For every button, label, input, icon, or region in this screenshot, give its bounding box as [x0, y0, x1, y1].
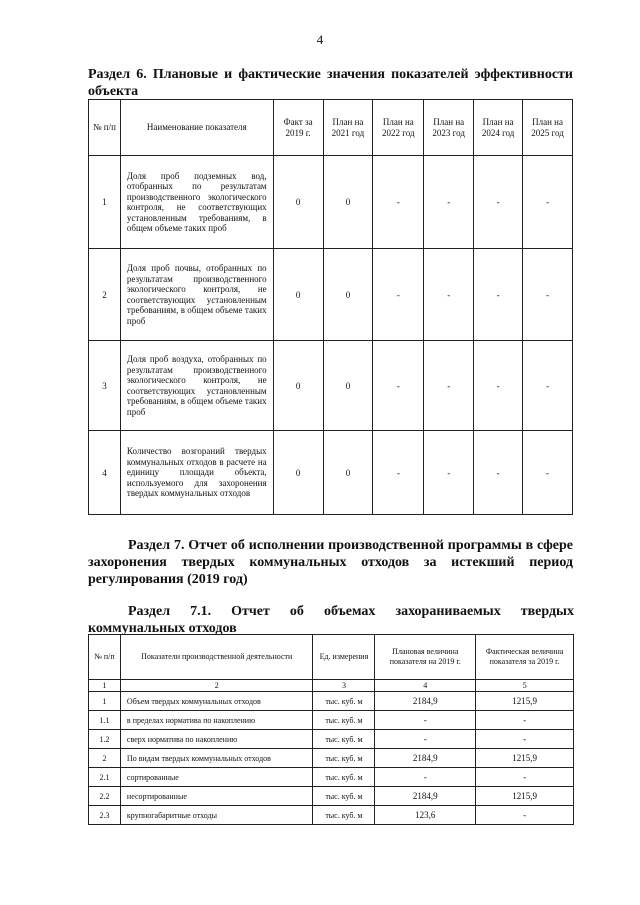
- indicator-name: Доля проб почвы, отобранных по результатам производственного экологического контроля, не соответствующих установленным требованиям, в общем объеме таких проб: [120, 249, 273, 341]
- table-row: [89, 341, 573, 431]
- row-number: 1: [89, 692, 121, 711]
- fact-value: 1215,9: [476, 692, 574, 711]
- value-cell: 0: [273, 431, 323, 515]
- value-cell: -: [474, 431, 523, 515]
- waste-volume-table: [88, 634, 574, 825]
- unit-cell: тыс. куб. м: [313, 692, 375, 711]
- header-cell: План на 2024 год: [474, 100, 523, 156]
- table-row: [89, 692, 574, 711]
- value-cell: -: [523, 156, 573, 249]
- section-6-title: Раздел 6. Плановые и фактические значения показателей эффективности объекта: [88, 67, 573, 99]
- value-cell: -: [424, 341, 474, 431]
- header-cell: Факт за 2019 г.: [273, 100, 323, 156]
- row-number: 1.2: [89, 730, 121, 749]
- column-number: 3: [313, 680, 375, 692]
- indicator-name: Доля проб подземных вод, отобранных по результатам производственного экологического контроля, не соответствующих установленным требованиям, в общем объеме таких проб: [120, 156, 273, 249]
- unit-cell: тыс. куб. м: [313, 806, 375, 825]
- header-cell: № п/п: [89, 100, 121, 156]
- header-cell: План на 2023 год: [424, 100, 474, 156]
- table-header-row: [89, 100, 573, 156]
- table-header-row: [89, 635, 574, 680]
- table-row: [89, 806, 574, 825]
- fact-value: -: [476, 806, 574, 825]
- table-row: [89, 156, 573, 249]
- page-number: 4: [316, 32, 324, 47]
- row-number: 1: [89, 156, 121, 249]
- indicator-name: Количество возгораний твердых коммунальных отходов в расчете на единицу площади объекта, используемого для захоронения твердых коммунальных отходов: [120, 431, 273, 515]
- indicator-name: сортированные: [120, 768, 313, 787]
- fact-value: 1215,9: [476, 749, 574, 768]
- header-cell: Наименование показателя: [120, 100, 273, 156]
- column-number: 1: [89, 680, 121, 692]
- value-cell: -: [474, 156, 523, 249]
- fact-value: -: [476, 768, 574, 787]
- table-row: [89, 787, 574, 806]
- plan-value: 2184,9: [375, 787, 476, 806]
- value-cell: 0: [323, 341, 373, 431]
- table-row: [89, 711, 574, 730]
- header-cell: Плановая величина показателя на 2019 г.: [375, 635, 476, 680]
- unit-cell: тыс. куб. м: [313, 787, 375, 806]
- plan-value: 2184,9: [375, 692, 476, 711]
- value-cell: -: [523, 341, 573, 431]
- row-number: 2: [89, 249, 121, 341]
- plan-value: -: [375, 768, 476, 787]
- row-number: 2.3: [89, 806, 121, 825]
- unit-cell: тыс. куб. м: [313, 768, 375, 787]
- indicator-name: Объем твердых коммунальных отходов: [120, 692, 313, 711]
- value-cell: -: [424, 156, 474, 249]
- unit-cell: тыс. куб. м: [313, 711, 375, 730]
- row-number: 2.2: [89, 787, 121, 806]
- fact-value: -: [476, 711, 574, 730]
- value-cell: -: [373, 341, 424, 431]
- row-number: 3: [89, 341, 121, 431]
- row-number: 4: [89, 431, 121, 515]
- header-cell: План на 2021 год: [323, 100, 373, 156]
- value-cell: -: [523, 249, 573, 341]
- value-cell: 0: [323, 431, 373, 515]
- header-cell: План на 2025 год: [523, 100, 573, 156]
- column-number: 4: [375, 680, 476, 692]
- section-7-1-title: Раздел 7.1. Отчет об объемах захораниваемых твердых коммунальных отходов: [88, 604, 574, 636]
- header-cell: Ед. измерения: [313, 635, 375, 680]
- indicator-name: в пределах норматива по накоплению: [120, 711, 313, 730]
- column-number-row: [89, 680, 574, 692]
- column-number: 2: [120, 680, 313, 692]
- indicator-name: несортированные: [120, 787, 313, 806]
- value-cell: 0: [273, 341, 323, 431]
- table-row: [89, 768, 574, 787]
- value-cell: -: [424, 431, 474, 515]
- row-number: 1.1: [89, 711, 121, 730]
- indicator-name: Доля проб воздуха, отобранных по результатам производственного экологического контроля, не соответствующих установленным требованиям, в общем объеме таких проб: [120, 341, 273, 431]
- header-cell: Показатели производственной деятельности: [120, 635, 313, 680]
- indicator-name: По видам твердых коммунальных отходов: [120, 749, 313, 768]
- value-cell: 0: [323, 249, 373, 341]
- table-row: [89, 431, 573, 515]
- table-row: [89, 249, 573, 341]
- column-number: 5: [476, 680, 574, 692]
- unit-cell: тыс. куб. м: [313, 730, 375, 749]
- value-cell: -: [474, 341, 523, 431]
- plan-value: -: [375, 711, 476, 730]
- fact-value: 1215,9: [476, 787, 574, 806]
- plan-value: 123,6: [375, 806, 476, 825]
- value-cell: -: [474, 249, 523, 341]
- fact-value: -: [476, 730, 574, 749]
- value-cell: -: [373, 431, 424, 515]
- section-7-title: Раздел 7. Отчет об исполнении производственной программы в сфере захоронения твердых коммунальных отходов за истекший период регулирования (2019 год): [88, 538, 573, 587]
- table-row: [89, 749, 574, 768]
- table-row: [89, 730, 574, 749]
- row-number: 2: [89, 749, 121, 768]
- plan-value: -: [375, 730, 476, 749]
- header-cell: План на 2022 год: [373, 100, 424, 156]
- plan-value: 2184,9: [375, 749, 476, 768]
- value-cell: -: [373, 156, 424, 249]
- indicator-name: крупногабаритные отходы: [120, 806, 313, 825]
- efficiency-indicators-table: [88, 99, 573, 515]
- indicator-name: сверх норматива по накоплению: [120, 730, 313, 749]
- value-cell: -: [424, 249, 474, 341]
- unit-cell: тыс. куб. м: [313, 749, 375, 768]
- value-cell: 0: [273, 156, 323, 249]
- header-cell: Фактическая величина показателя за 2019 г.: [476, 635, 574, 680]
- row-number: 2.1: [89, 768, 121, 787]
- header-cell: № п/п: [89, 635, 121, 680]
- value-cell: -: [373, 249, 424, 341]
- value-cell: -: [523, 431, 573, 515]
- value-cell: 0: [273, 249, 323, 341]
- value-cell: 0: [323, 156, 373, 249]
